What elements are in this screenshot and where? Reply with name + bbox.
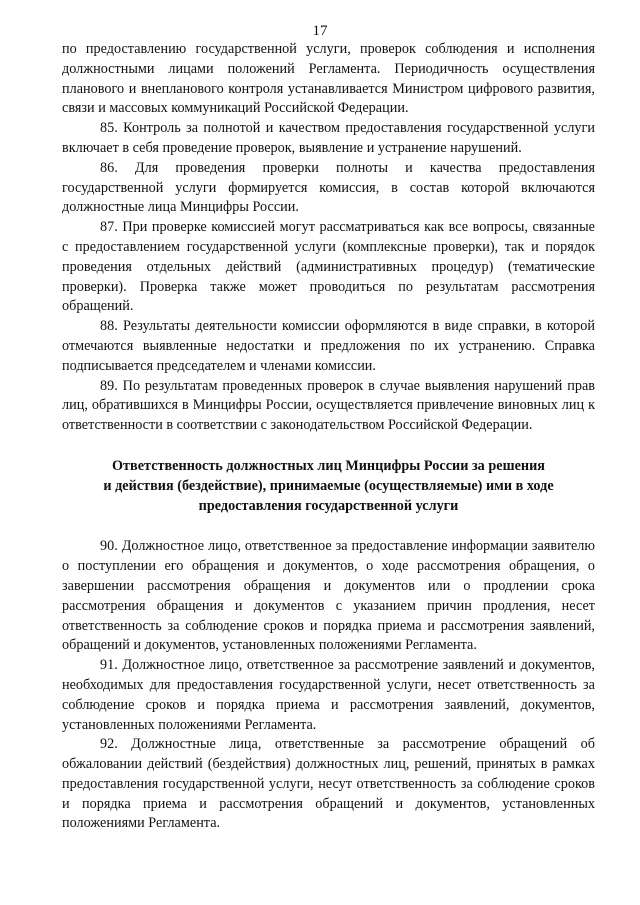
section-heading-line-2: и действия (бездействие), принимаемые (осуществляемые) ими в ходе [103,477,554,494]
paragraph-87: 87. При проверке комиссией могут рассматриваться как все вопросы, связанные с предоставлением государственной услуги (комплексные проверки), так и порядок проведения отдельных действий (административных процедур) (тематические проверки). Проверка также может проводиться по результатам рассмотрения обращений. [62,219,595,315]
section-heading-line-3: предоставления государственной услуги [198,497,459,514]
page-number: 17 [312,23,328,39]
paragraph-88: 88. Результаты деятельности комиссии оформляются в виде справки, в которой отмечаются выявленные недостатки и предложения по их устранению. Справка подписывается председателем и членами комиссии. [62,318,595,374]
paragraph-91: 91. Должностное лицо, ответственное за рассмотрение заявлений и документов, необходимых для предоставления государственной услуги, несет ответственность за соблюдение сроков и порядка приема и рассмотрения заявлений, документов, установленных положениями Регламента. [62,657,595,733]
paragraph-continuation: по предоставлению государственной услуги, проверок соблюдения и исполнения должностными лицами положений Регламента. Периодичность осуществления планового и внепланового контроля устанавливается Министром цифрового развития, связи и массовых коммуникаций Российской Федерации. [62,41,595,117]
section-heading [62,457,595,516]
section-heading-line-1: Ответственность должностных лиц Минцифры России за решения [111,457,545,474]
paragraph-86: 86. Для проведения проверки полноты и качества предоставления государственной услуги формируется комиссия, в состав которой включаются должностные лица Минцифры России. [62,159,595,216]
paragraph-89: 89. По результатам проведенных проверок в случае выявления нарушений прав лиц, обратившихся в Минцифры России, осуществляется привлечение виновных лиц к ответственности в соответствии с законодательством Российской Федерации. [62,377,595,434]
document-body [62,40,595,834]
paragraph-92: 92. Должностные лица, ответственные за рассмотрение обращений об обжаловании действий (бездействия) должностных лиц, решений, принятых в рамках предоставления государственной услуги, несут ответственность за соблюдение сроков и порядка приема и рассмотрения обращений и документов, установленных положениями Регламента. [62,736,595,832]
paragraph-90: 90. Должностное лицо, ответственное за предоставление информации заявителю о поступлении его обращения и документов, о ходе рассмотрения обращения, о завершении рассмотрения обращения и документов или о продлении срока рассмотрения обращения и документов с указанием причин продления, несет ответственность за соблюдение сроков и порядка приема и рассмотрения заявлений, обращений и документов, установленных положениями Регламента. [62,538,595,654]
paragraph-85: 85. Контроль за полнотой и качеством предоставления государственной услуги включает в себя проведение проверок, выявление и устранение нарушений. [62,120,595,156]
